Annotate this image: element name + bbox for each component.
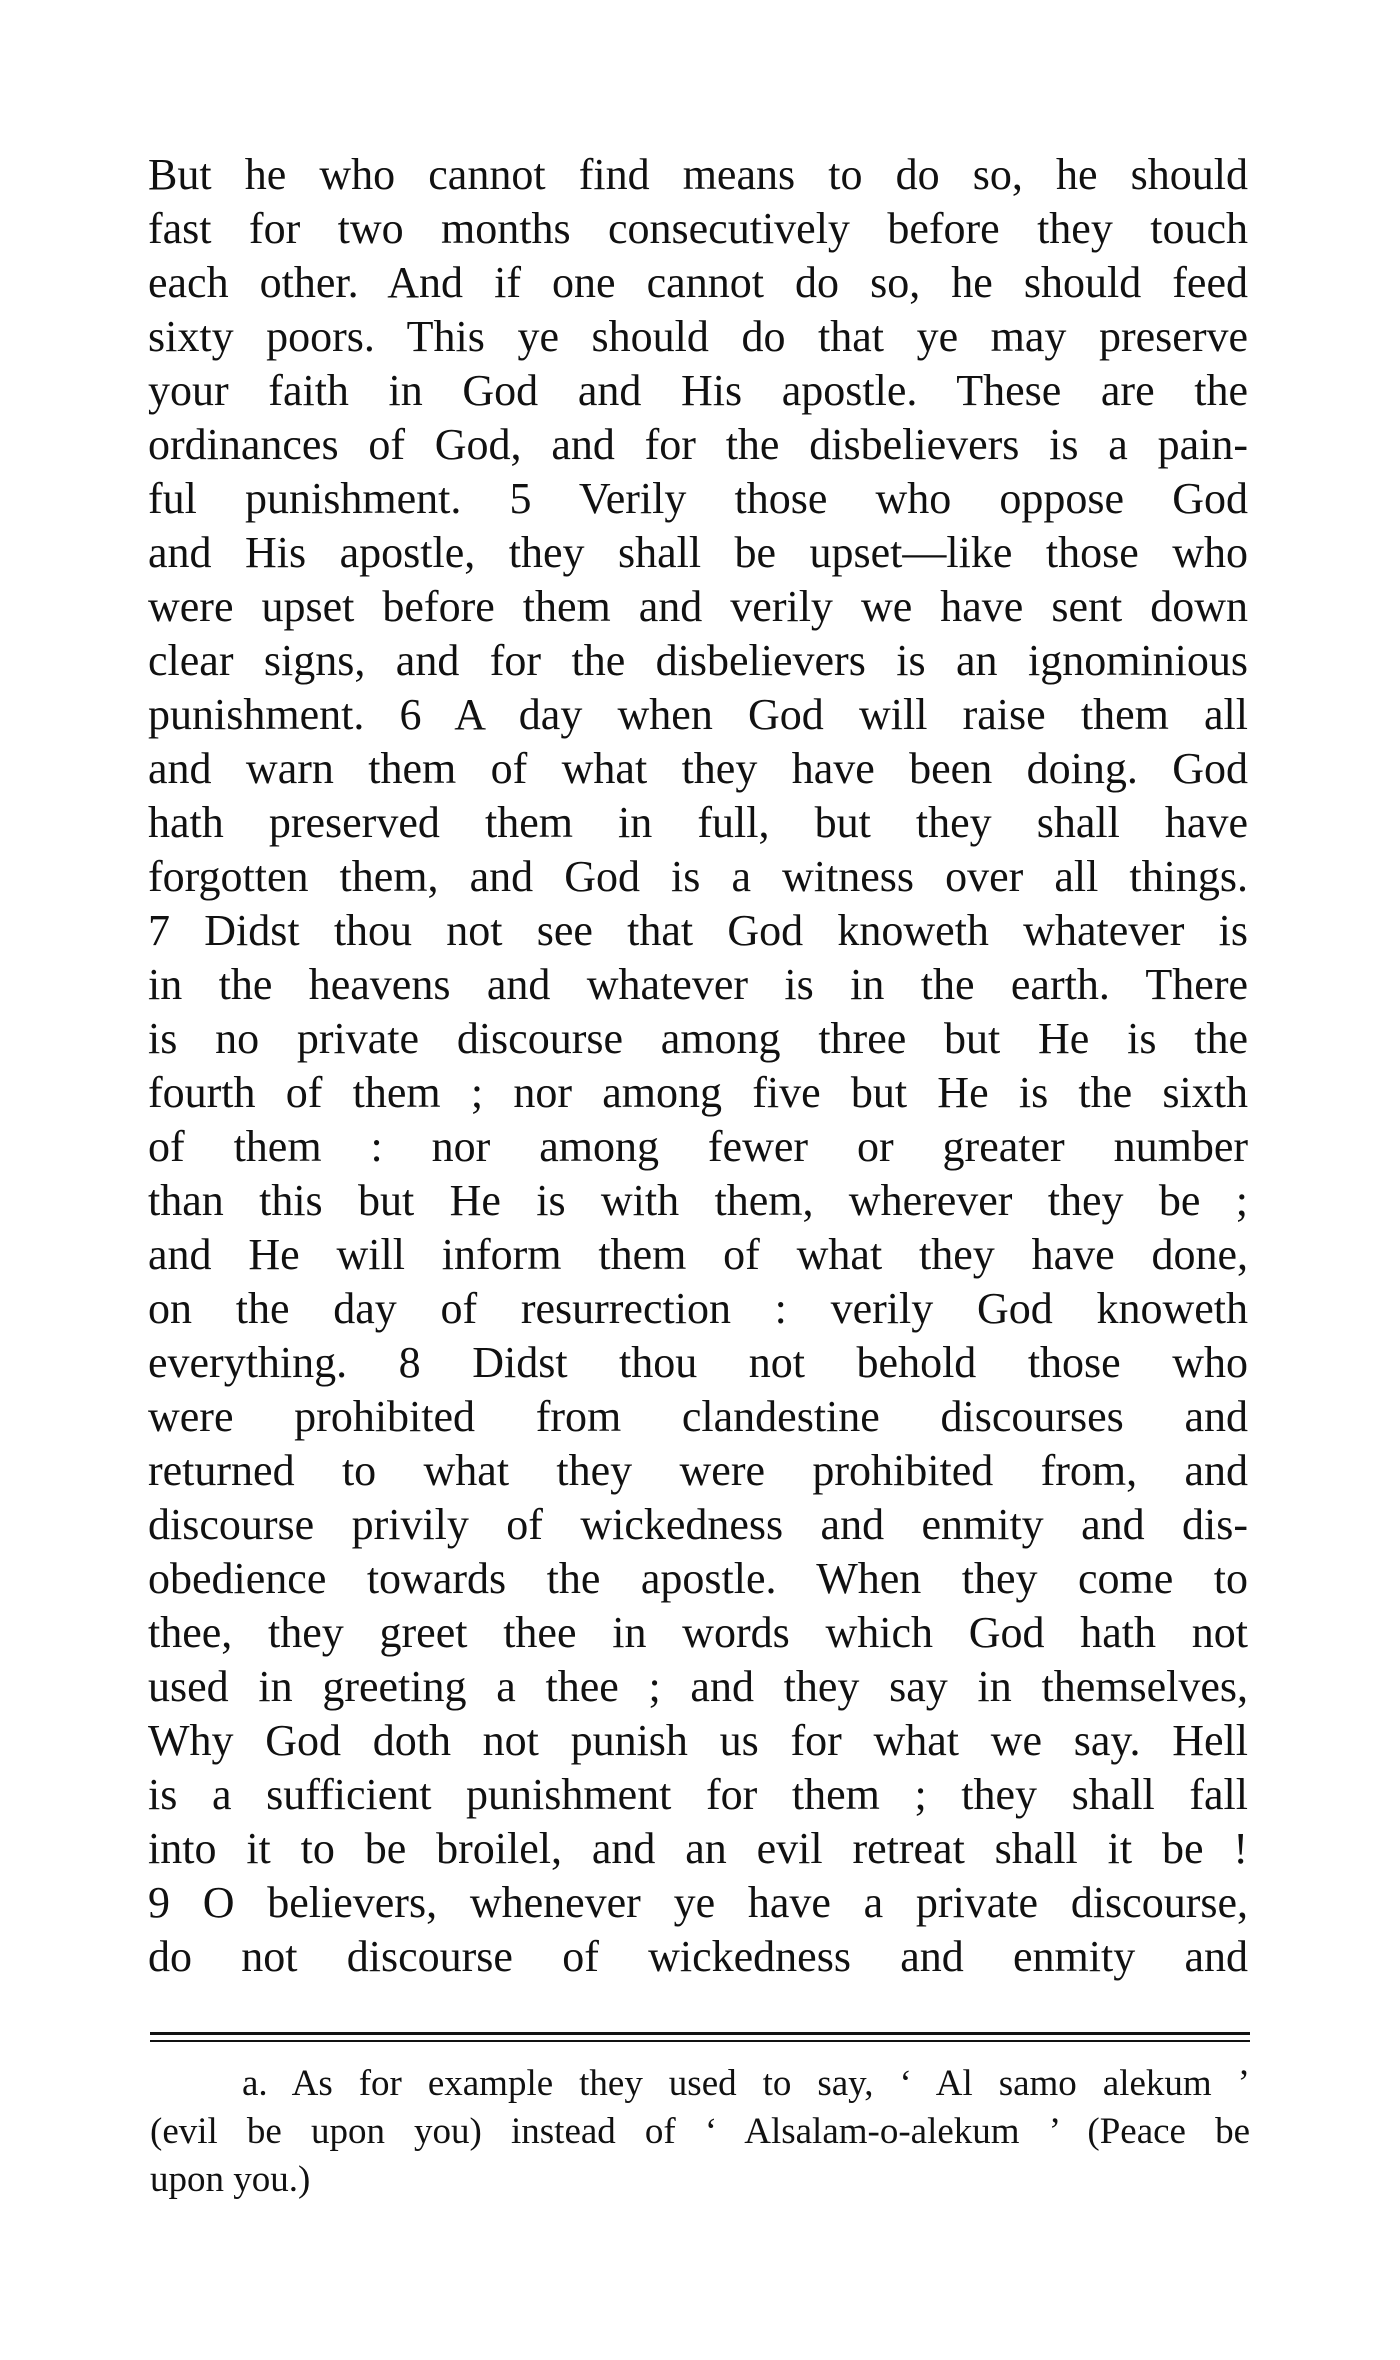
text-line-13: hath preserved them in full, but they shall have xyxy=(148,798,1248,847)
text-line-28: thee, they greet thee in words which God hath not xyxy=(148,1608,1248,1657)
text-line-7: ful punishment. 5 Verily those who oppose God xyxy=(148,474,1248,523)
text-line-5: your faith in God and His apostle. These are the xyxy=(148,366,1248,415)
text-line-2: fast for two months consecutively before they touch xyxy=(148,204,1248,253)
text-line-11: punishment. 6 A day when God will raise them all xyxy=(148,690,1248,739)
separator-rule-bottom xyxy=(150,2040,1250,2042)
text-line-31: is a sufficient punishment for them ; they shall fall xyxy=(148,1770,1248,1819)
footnote-line-2: (evil be upon you) instead of ‘ Alsalam-o-alekum ’ (Peace be xyxy=(150,2111,1250,2152)
text-line-20: than this but He is with them, wherever they be ; xyxy=(148,1176,1248,1225)
footnote-line-1: a. As for example they used to say, ‘ Al samo alekum ’ xyxy=(242,2063,1250,2104)
text-line-6: ordinances of God, and for the disbelievers is a pain- xyxy=(148,420,1248,469)
footnote-line-3: upon you.) xyxy=(150,2159,311,2200)
text-line-29: used in greeting a thee ; and they say in themselves, xyxy=(148,1662,1248,1711)
separator-rule-top xyxy=(150,2032,1250,2035)
text-line-9: were upset before them and verily we have sent down xyxy=(148,582,1248,631)
footnote-block xyxy=(150,2060,1250,2204)
text-line-32: into it to be broilel, and an evil retreat shall it be ! xyxy=(148,1824,1248,1873)
text-line-34: do not discourse of wickedness and enmity and xyxy=(148,1932,1248,1981)
text-line-22: on the day of resurrection : verily God knoweth xyxy=(148,1284,1248,1333)
text-line-8: and His apostle, they shall be upset—like those who xyxy=(148,528,1248,577)
text-line-1: But he who cannot find means to do so, he should xyxy=(148,150,1248,199)
main-text-block xyxy=(148,148,1248,1984)
text-line-33: 9 O believers, whenever ye have a private discourse, xyxy=(148,1878,1248,1927)
text-line-16: in the heavens and whatever is in the earth. There xyxy=(148,960,1248,1009)
text-line-4: sixty poors. This ye should do that ye may preserve xyxy=(148,312,1248,361)
footnote-separator xyxy=(150,2032,1250,2047)
text-line-26: discourse privily of wickedness and enmity and dis- xyxy=(148,1500,1248,1549)
text-line-19: of them : nor among fewer or greater number xyxy=(148,1122,1248,1171)
text-line-24: were prohibited from clandestine discourses and xyxy=(148,1392,1248,1441)
text-line-21: and He will inform them of what they have done, xyxy=(148,1230,1248,1279)
text-line-17: is no private discourse among three but He is the xyxy=(148,1014,1248,1063)
text-line-12: and warn them of what they have been doing. God xyxy=(148,744,1248,793)
text-line-25: returned to what they were prohibited from, and xyxy=(148,1446,1248,1495)
text-line-15: 7 Didst thou not see that God knoweth whatever is xyxy=(148,906,1248,955)
text-line-30: Why God doth not punish us for what we say. Hell xyxy=(148,1716,1248,1765)
text-line-14: forgotten them, and God is a witness over all things. xyxy=(148,852,1248,901)
text-line-23: everything. 8 Didst thou not behold those who xyxy=(148,1338,1248,1387)
text-line-18: fourth of them ; nor among five but He is the sixth xyxy=(148,1068,1248,1117)
text-line-27: obedience towards the apostle. When they come to xyxy=(148,1554,1248,1603)
text-line-10: clear signs, and for the disbelievers is an ignominious xyxy=(148,636,1248,685)
text-line-3: each other. And if one cannot do so, he should feed xyxy=(148,258,1248,307)
